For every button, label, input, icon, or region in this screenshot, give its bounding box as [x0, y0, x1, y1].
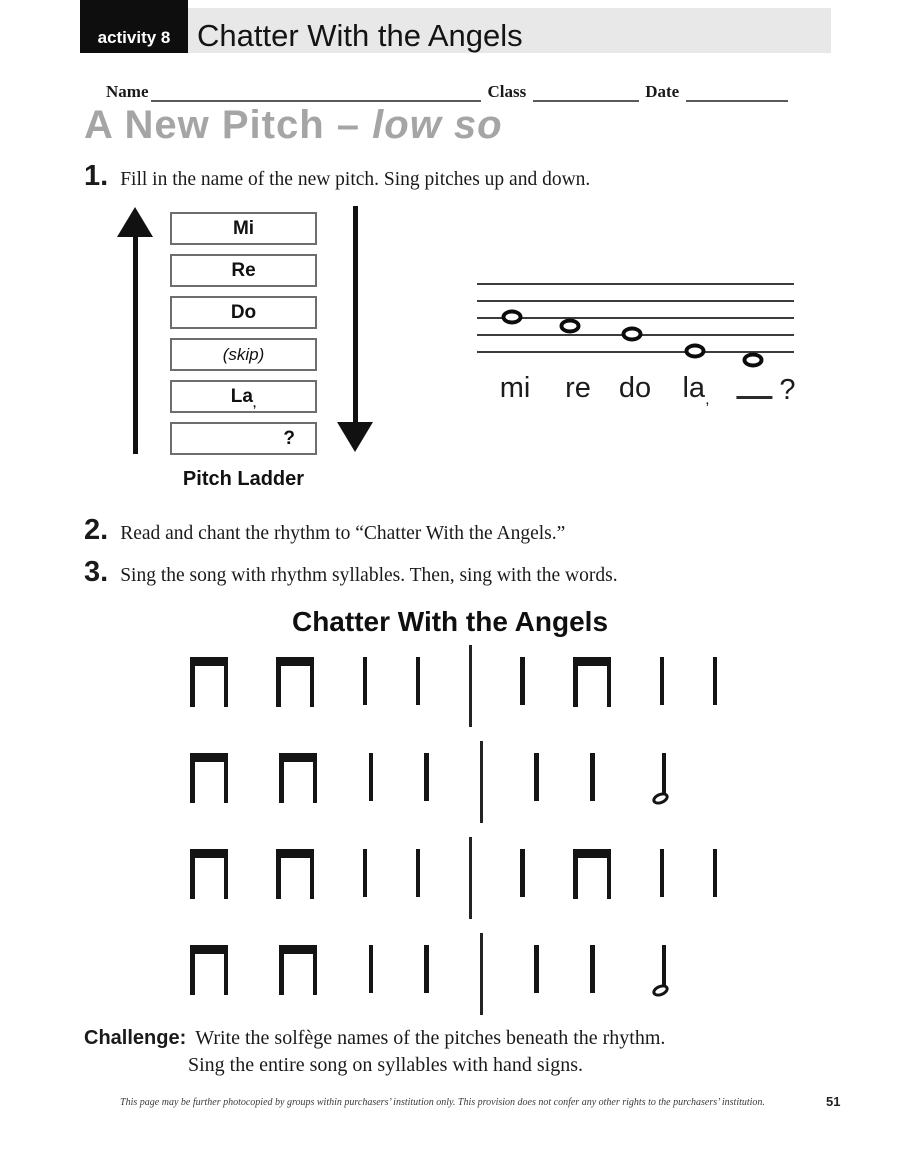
instruction-3-number: 3. [84, 556, 109, 588]
header-title-bar [188, 8, 831, 53]
name-label: Name [106, 82, 149, 101]
up-arrow-shaft [133, 234, 138, 454]
quarter-note [534, 753, 539, 801]
quarter-note [520, 849, 525, 897]
eighth-note-pair [279, 753, 317, 801]
barline [480, 933, 483, 1015]
name-blank-line [151, 86, 481, 102]
lesson-heading-regular: A New Pitch – [84, 103, 373, 147]
up-arrow-icon [117, 207, 153, 237]
quarter-note [590, 753, 595, 801]
instruction-2-text: Read and chant the rhythm to “Chatter With the Angels.” [120, 523, 566, 544]
barline [469, 645, 472, 727]
eighth-note-pair [276, 849, 314, 897]
whole-note [560, 319, 581, 334]
whole-note [622, 327, 643, 342]
activity-badge [80, 0, 188, 53]
answer-blank-line [736, 372, 772, 399]
quarter-note [424, 945, 429, 993]
photocopy-notice: This page may be further photocopied by groups within purchasers’ institution only. This provision does not confer any other rights to the purchasers’ institution. [120, 1097, 765, 1108]
instruction-2-number: 2. [84, 514, 109, 546]
date-label: Date [645, 82, 680, 101]
quarter-note [363, 849, 368, 897]
quarter-note [369, 945, 374, 993]
quarter-note [660, 657, 665, 705]
ladder-rung: Mi [170, 212, 317, 245]
rhythm-line [190, 645, 717, 741]
ladder-rung: $La_,$ [170, 380, 317, 413]
challenge-text-line1: Write the solfège names of the pitches beneath the rhythm. [195, 1027, 666, 1049]
date-blank-line [686, 86, 788, 102]
eighth-note-pair [190, 945, 228, 993]
class-blank-line [533, 86, 639, 102]
instruction-1 [84, 160, 590, 193]
challenge-section [84, 1027, 804, 1077]
staff-label: $la_,$ [682, 372, 710, 408]
ladder-rung: ? [170, 422, 317, 455]
rhythm-line [190, 741, 668, 837]
instruction-2 [84, 514, 565, 547]
instruction-1-text: Fill in the name of the new pitch. Sing pitches up and down. [120, 169, 591, 190]
eighth-note-pair [279, 945, 317, 993]
challenge-label: Challenge: [84, 1027, 187, 1049]
down-arrow-icon [337, 422, 373, 452]
page-title: Chatter With the Angels [197, 18, 523, 53]
ladder-rung: Re [170, 254, 317, 287]
rhythm-line [190, 837, 717, 933]
ladder-rung: (skip) [170, 338, 317, 371]
challenge-text-line2: Sing the entire song on syllables with hand signs. [188, 1054, 583, 1076]
eighth-note-pair [190, 753, 228, 801]
lesson-heading [84, 103, 503, 147]
quarter-note [713, 849, 718, 897]
activity-badge-label: activity 8 [97, 28, 171, 47]
staff-line [477, 317, 794, 319]
barline [469, 837, 472, 919]
instruction-1-number: 1. [84, 160, 109, 192]
staff-line [477, 300, 794, 302]
eighth-note-pair [190, 657, 228, 705]
quarter-note [416, 849, 421, 897]
whole-note [685, 344, 706, 359]
half-note [646, 945, 668, 1003]
quarter-note [363, 657, 368, 705]
lesson-heading-italic: low so [372, 103, 503, 147]
eighth-note-pair [276, 657, 314, 705]
quarter-note [713, 657, 718, 705]
whole-note [502, 310, 523, 325]
staff-label: ? [736, 372, 795, 407]
eighth-note-pair [573, 849, 611, 897]
quarter-note [590, 945, 595, 993]
song-title: Chatter With the Angels [291, 606, 609, 637]
ladder-rung: Do [170, 296, 317, 329]
name-class-date-row [106, 82, 810, 102]
eighth-note-pair [573, 657, 611, 705]
quarter-note [369, 753, 374, 801]
instruction-3-text: Sing the song with rhythm syllables. Then, sing with the words. [120, 565, 618, 586]
music-staff [477, 283, 794, 353]
quarter-note [424, 753, 429, 801]
quarter-note [520, 657, 525, 705]
barline [480, 741, 483, 823]
quarter-note [416, 657, 421, 705]
class-label: Class [487, 82, 527, 101]
staff-label: re [565, 372, 591, 404]
staff-label: mi [499, 372, 531, 404]
quarter-note [534, 945, 539, 993]
pitch-ladder [170, 212, 317, 464]
rhythm-line [190, 933, 668, 1029]
whole-note [743, 353, 764, 368]
staff-line [477, 283, 794, 285]
staff-label: do [618, 372, 652, 404]
eighth-note-pair [190, 849, 228, 897]
staff-solfege-labels [0, 372, 900, 412]
pitch-ladder-caption: Pitch Ladder [182, 468, 305, 490]
half-note [646, 753, 668, 811]
page-number: 51 [826, 1094, 841, 1109]
rhythm-notation [190, 645, 717, 1029]
instruction-3 [84, 556, 618, 589]
quarter-note [660, 849, 665, 897]
